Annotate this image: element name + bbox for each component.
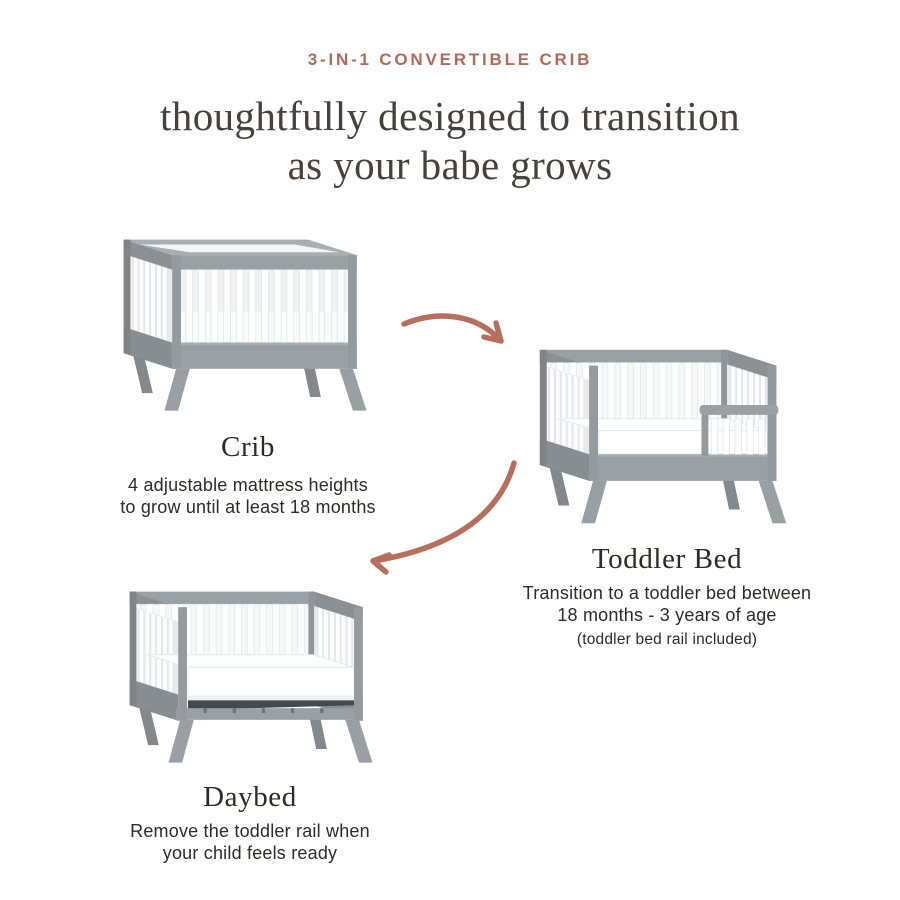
crib-label: Crib	[221, 431, 275, 463]
eyebrow-label: 3-IN-1 CONVERTIBLE CRIB	[307, 50, 593, 69]
crib-figure	[112, 226, 384, 420]
crib-desc-line1: 4 adjustable mattress heights	[128, 475, 368, 495]
page-title-line2: as your babe grows	[287, 142, 613, 188]
crib-illustration	[112, 226, 384, 420]
crib-desc-line2: to grow until at least 18 months	[120, 497, 376, 517]
toddler-desc-line1: Transition to a toddler bed between	[522, 583, 812, 603]
arrow-toddler-to-daybed-icon	[348, 455, 523, 585]
daybed-label: Daybed	[203, 781, 297, 813]
toddler-bed-label: Toddler Bed	[591, 543, 743, 575]
daybed-desc-line1: Remove the toddler rail when	[130, 821, 370, 841]
toddler-bed-figure	[528, 336, 804, 533]
daybed-description	[70, 820, 430, 864]
arrow-crib-to-toddler-icon	[398, 306, 518, 367]
toddler-desc-line2: 18 months - 3 years of age	[557, 605, 777, 625]
toddler-bed-note: (toddler bed rail included)	[576, 631, 758, 648]
toddler-bed-illustration	[528, 336, 804, 533]
page-title-line1: thoughtfully designed to transition	[160, 93, 740, 139]
toddler-bed-description	[487, 582, 847, 649]
daybed-figure	[118, 578, 390, 772]
daybed-illustration	[118, 578, 390, 772]
daybed-desc-line2: your child feels ready	[162, 843, 338, 863]
page-title	[0, 92, 900, 190]
